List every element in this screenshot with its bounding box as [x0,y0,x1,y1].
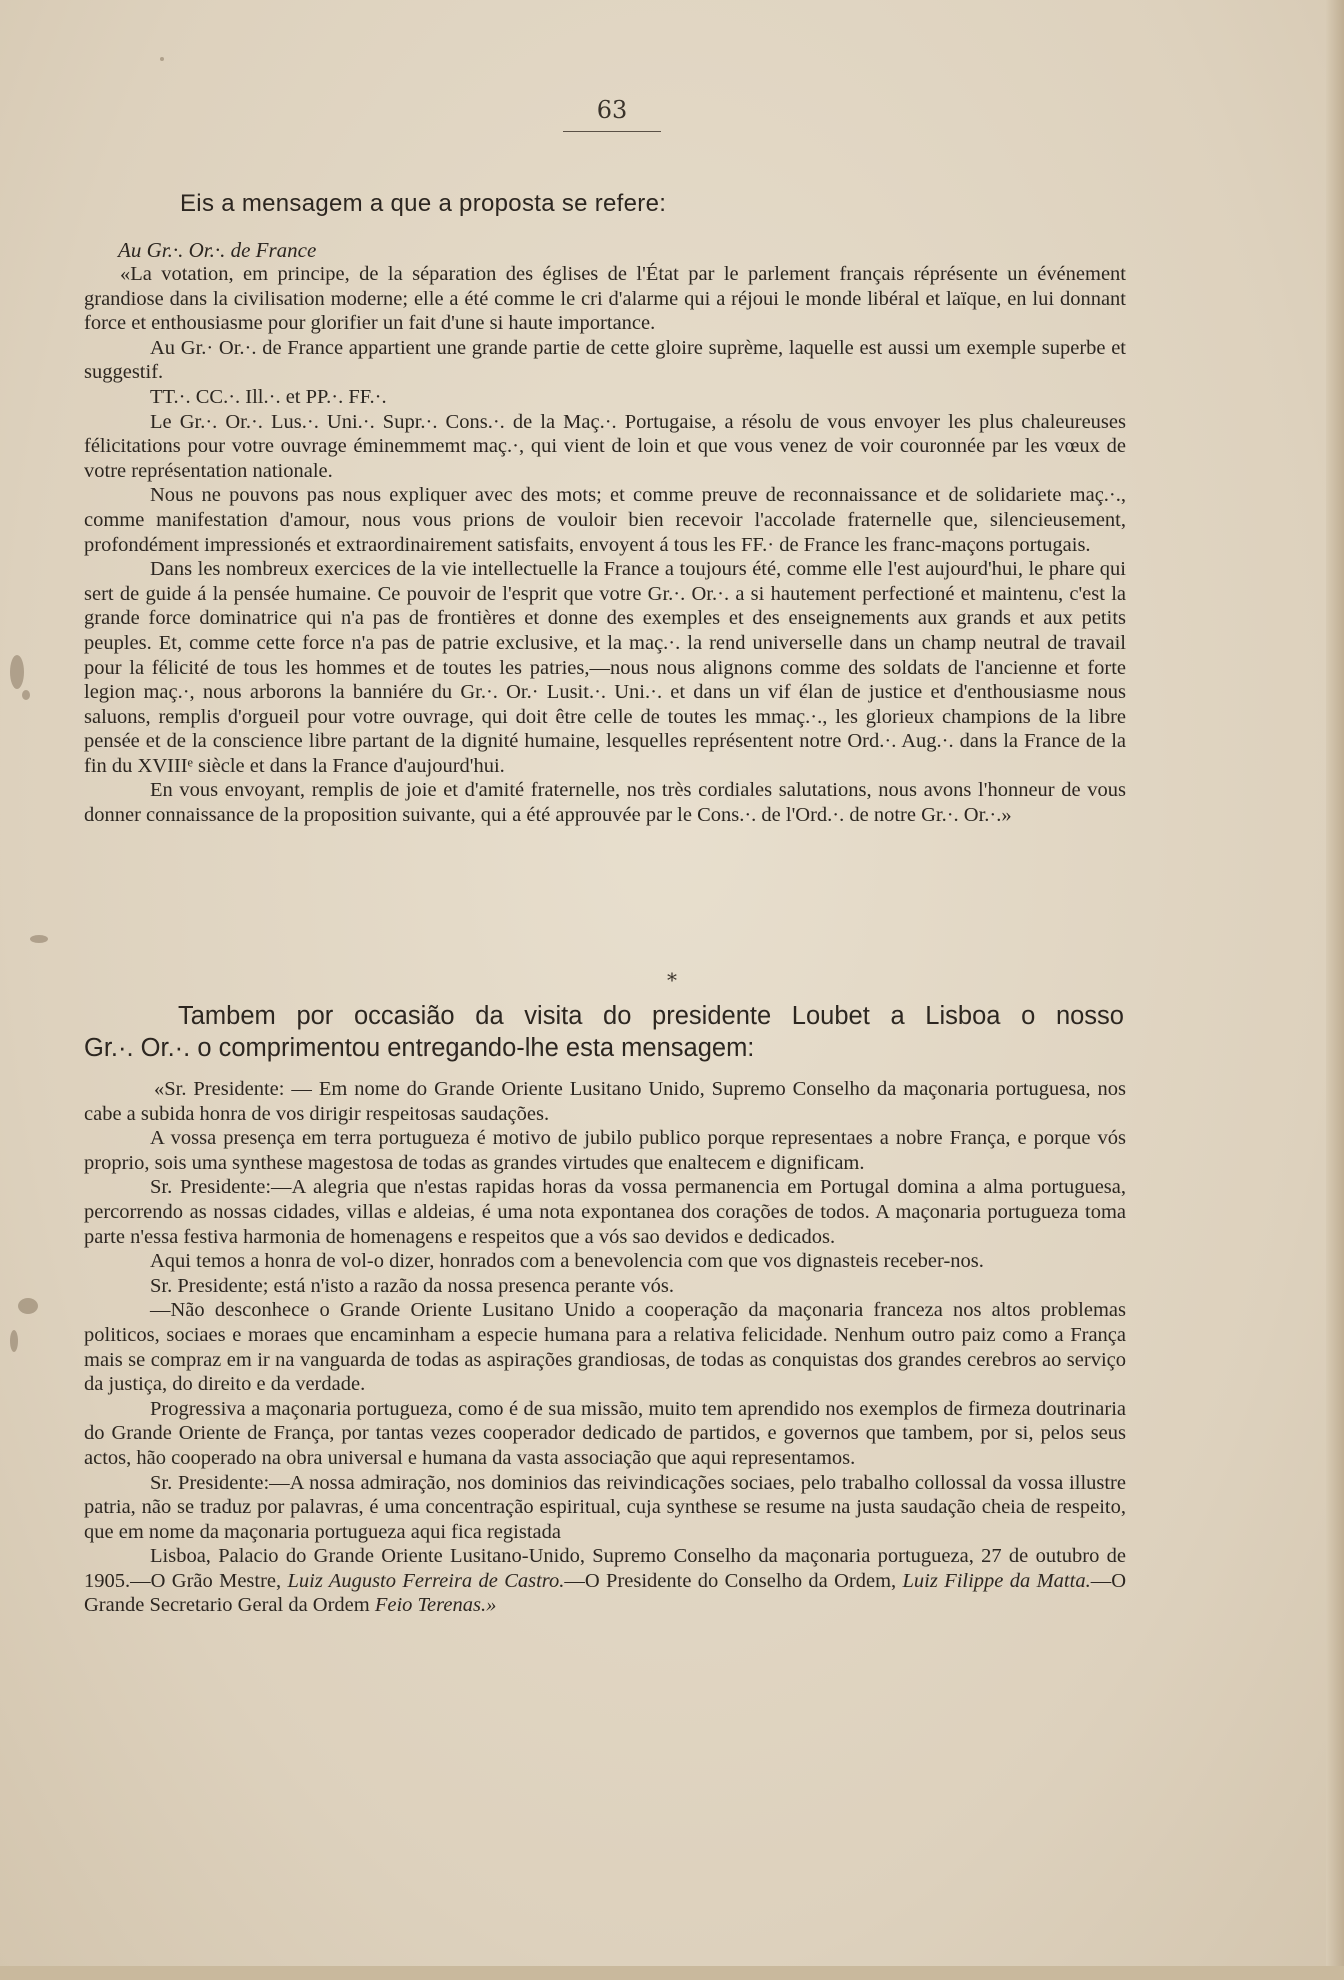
paragraph: Progressiva a maçonaria portugueza, como é de sua missão, muito tem aprendido nos exemplos de firmeza doutrinaria do Grande Oriente de França, por tantas vezes cooperador dedicado de partidos, e governos que tambem, por si, pelos seus actos, hão cooperado na obra universal e humana da vasta associação que aqui representamos. [84,1397,1126,1469]
paragraph: En vous envoyant, remplis de joie et d'amité fraternelle, nos très cordiales salutations, nous avons l'honneur de vous donner connaissance de la proposition suivante, qui a été approuvée par le Cons.·. de l'Ord.·. de notre Gr.·. Or.·.» [84,779,1126,827]
page-right-edge [1326,0,1344,1980]
section-heading [84,1000,1124,1064]
closing-text: Lisboa, Palacio do Grande Oriente Lusitano-Unido, Supremo Conselho da maçonaria portugueza, 27 de outubro de 1905.—O Grão Mestre, [84,1545,1126,1592]
paragraph: Le Gr.·. Or.·. Lus.·. Uni.·. Supr.·. Cons.·. de la Maç.·. Portugaise, a résolu de vous envoyer les plus chaleureuses félicitations pour votre ouvrage éminemmemt maç.·, qui vient de loin et que vous venez de voir couronnée par les vœux de votre représentation nationale. [84,410,1126,482]
paragraph: Sr. Presidente:—A alegria que n'estas rapidas horas da vossa permanencia em Portugal domina a alma portuguesa, percorrendo as nossas cidades, villas e aldeias, é uma nota expontanea dos corações de todos. A maçonaria portugueza toma parte n'essa festiva harmonia de homenagens e respeitos que a vós sao devidos e dedicados. [84,1176,1126,1248]
heading-line: Gr.·. Or.·. o comprimentou entregando-lhe esta mensagem: [84,1034,755,1062]
paragraph: «La votation, em principe, de la séparation des églises de l'État par le parlement français réprésente un événement grandiose dans la civilisation moderne; elle a été comme le cri d'alarme qui a réjoui le monde libéral et laïque, en lui donnant force et enthousiasme pour glorifier un fait d'une si haute importance. [84,263,1126,335]
portuguese-message [84,1077,1126,1618]
signatory-name: Luiz Filippe da Matta. [902,1569,1091,1592]
closing-paragraph [84,1544,1126,1618]
margin-stain [18,1298,38,1314]
paragraph: Dans les nombreux exercices de la vie intellectuelle la France a toujours été, comme elle l'est aujourd'hui, le phare qui sert de guide á la pensée humaine. Ce pouvoir de l'esprit que votre Gr.·. Or.·. a si hautement perfectioné et maintenu, c'est la grande force dominatrice qui n'a pas de frontières et donne des exemples et des enseignements aux grands et aux petits peuples. Et, comme cette force n'a pas de patrie exclusive, et la maç.·. la rend universelle dans un champ neutral de travail pour la félicité de tous les hommes et de toutes les patries,—nous nous alignons comme des soldats de l'ancienne et forte legion maç.·, nous arborons la banniére du Gr.·. Or.· Lusit.·. Uni.·. et dans un vif élan de justice et d'enthousiasme nous saluons, remplis d'orgueil pour votre ouvrage, qui doit être celle de toutes les mmaç.·., les glorieux champions de la libre pensée et de la conscience libre partant de la dignité humaine, lesquelles représentent notre Ord.·. Aug.·. dans la France de la fin du XVIIIᵉ siècle et dans la France d'aujourd'hui. [84,558,1126,777]
paragraph: Au Gr.· Or.·. de France appartient une grande partie de cette gloire suprème, laquelle est aussi um exemple superbe et suggestif. [84,336,1126,384]
closing-text: —O Presidente do Conselho da Ordem, [564,1569,903,1592]
closing-text: —O Grande Secretario Geral da Ordem [84,1569,1127,1617]
page-number: 63 [596,96,628,124]
page-bottom-edge [0,1966,1344,1980]
paragraph: A vossa presença em terra portugueza é motivo de jubilo publico porque representaes a nobre França, e porque vós proprio, sois uma synthese magestosa de todas as grandes virtudes que enaltecem e dignificam. [84,1127,1126,1174]
section-separator: * [667,968,677,992]
paragraph: Aqui temos a honra de vol-o dizer, honrados com a benevolencia com que vos dignasteis receber-nos. [150,1250,984,1273]
paragraph: Sr. Presidente:—A nossa admiração, nos dominios das reivindicações sociaes, pelo trabalho collossal da vossa illustre patria, não se traduz por palavras, é uma concentração espiritual, cuja synthese se resume na justa saudação cheia de respeito, que em nome da maçonaria portugueza aqui fica registada [84,1471,1126,1543]
signatory-name: Feio Terenas.» [374,1594,497,1617]
margin-stain [30,935,48,943]
margin-stain [10,655,24,689]
section-heading: Eis a mensagem a que a proposta se refere: [180,190,667,217]
addressee-line: Au Gr.·. Or.·. de France [118,238,317,262]
paragraph: TT.·. CC.·. Ill.·. et PP.·. FF.·. [150,385,387,408]
paragraph: —Não desconhece o Grande Oriente Lusitano Unido a cooperação da maçonaria franceza nos altos problemas politicos, sociaes e moraes que encaminham a especie humana para a relativa felicidade. Nenhum outro paiz como a França mais se compraz em ir na vanguarda de todas as aspirações grandiosas, de todas as conquistas dos grandes cerebros ao serviço da justiça, do direito e da verdade. [84,1299,1126,1396]
paragraph: «Sr. Presidente: — Em nome do Grande Oriente Lusitano Unido, Supremo Conselho da maçonaria portuguesa, nos cabe a subida honra de vos dirigir respeitosas saudações. [84,1078,1126,1125]
heading-line: Tambem por occasião da visita do presidente Loubet a Lisboa o nosso [178,1002,1124,1030]
paragraph: Nous ne pouvons pas nous expliquer avec des mots; et comme preuve de reconnaissance et de solidariete maç.·., comme manifestation d'amour, nous vous prions de vouloir bien recevoir l'accolade fraternelle que, silencieusement, profondément impressionés et extraordinairement satisfaits, envoyent á tous les FF.· de France les franc-maçons portugais. [84,484,1126,556]
french-message [84,262,1126,828]
paragraph: Sr. Presidente; está n'isto a razão da nossa presenca perante vós. [150,1274,674,1297]
page-number-rule [563,131,661,132]
margin-stain [10,1330,18,1352]
margin-stain [22,690,30,700]
margin-stain [160,57,164,61]
signatory-name: Luiz Augusto Ferreira de Castro. [287,1569,565,1592]
